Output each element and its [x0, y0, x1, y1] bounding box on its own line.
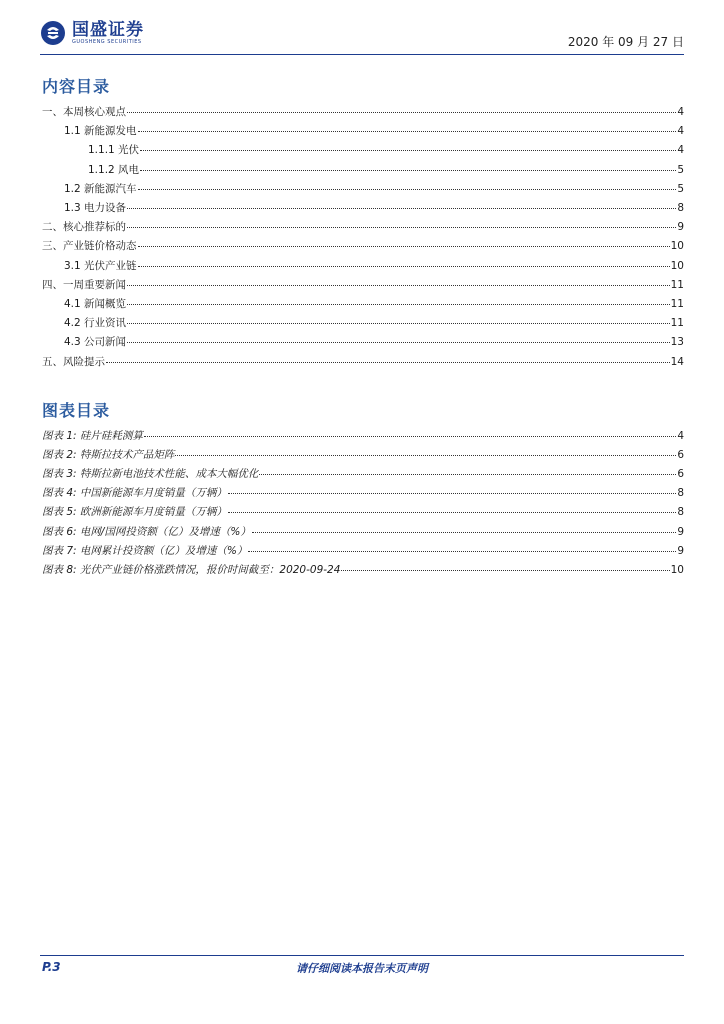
toc-entry[interactable]	[88, 144, 684, 157]
guosheng-logo-icon	[40, 20, 66, 46]
toc-leader-dots	[127, 342, 670, 343]
report-date: 2020 年 09 月 27 日	[567, 35, 684, 49]
toc-leader-dots	[127, 323, 670, 324]
toc-label: 1.1 新能源发电	[64, 125, 137, 138]
toc-page-number: 13	[670, 336, 684, 349]
figure-leader-dots	[341, 570, 669, 571]
figure-page-number: 9	[677, 544, 684, 557]
toc-label: 4.3 公司新闻	[64, 336, 127, 349]
toc-entry[interactable]	[64, 336, 684, 349]
toc-leader-dots	[140, 150, 676, 151]
figure-page-number: 8	[677, 506, 684, 519]
toc-title: 内容目录	[42, 77, 111, 96]
toc-entry[interactable]	[42, 356, 684, 369]
figure-label: 图表 7: 电网累计投资额（亿）及增速（%）	[42, 544, 248, 557]
toc-leader-dots	[106, 362, 670, 363]
figure-entry[interactable]	[42, 487, 684, 500]
figure-page-number: 6	[677, 449, 684, 462]
figure-leader-dots	[252, 532, 676, 533]
figure-page-number: 9	[677, 525, 684, 538]
toc-label: 1.3 电力设备	[64, 202, 127, 214]
toc-entry[interactable]	[64, 260, 684, 273]
toc-label: 4.1 新闻概览	[64, 298, 127, 310]
toc-label: 四、一周重要新闻	[42, 278, 126, 291]
figure-entry[interactable]	[42, 526, 684, 539]
toc-leader-dots	[140, 170, 676, 171]
toc-entry[interactable]	[42, 106, 684, 119]
toc-page-number: 10	[670, 240, 684, 253]
toc-page-number: 4	[677, 144, 684, 157]
toc-leader-dots	[138, 131, 677, 132]
figure-leader-dots	[228, 493, 676, 494]
toc-label: 1.2 新能源汽车	[64, 182, 137, 195]
logo-english-name: GUOSHENG SECURITIES	[72, 38, 142, 45]
toc-entry[interactable]	[64, 317, 684, 330]
figure-entry[interactable]	[42, 468, 684, 481]
toc-entry[interactable]	[64, 125, 684, 138]
toc-page-number: 11	[670, 278, 684, 291]
toc-label: 3.1 光伏产业链	[64, 259, 137, 272]
toc-label: 一、本周核心观点	[42, 106, 126, 118]
toc-leader-dots	[127, 304, 670, 305]
toc-entry[interactable]	[42, 221, 684, 234]
figure-label: 图表 8: 光伏产业链价格涨跌情况，报价时间截至：2020-09-24	[42, 563, 341, 576]
toc-leader-dots	[138, 189, 677, 190]
company-logo	[40, 20, 144, 46]
toc-leader-dots	[127, 227, 676, 228]
toc-leader-dots	[127, 285, 670, 286]
figure-label: 图表 6: 电网/国网投资额（亿）及增速（%）	[42, 525, 251, 538]
toc-label: 1.1.1 光伏	[88, 144, 140, 157]
figure-page-number: 10	[670, 563, 684, 576]
figure-leader-dots	[144, 436, 676, 437]
toc-page-number: 4	[677, 125, 684, 138]
figure-label: 图表 2: 特斯拉技术产品矩阵	[42, 449, 175, 462]
toc-label: 二、核心推荐标的	[42, 221, 126, 234]
toc-page-number: 5	[677, 182, 684, 195]
figure-list-title: 图表目录	[42, 401, 111, 420]
toc-entry[interactable]	[42, 240, 684, 253]
figure-leader-dots	[175, 455, 676, 456]
figure-label: 图表 1: 硅片硅耗测算	[42, 430, 143, 442]
toc-entry[interactable]	[64, 202, 684, 215]
toc-label: 1.1.2 风电	[88, 163, 140, 176]
page-header	[40, 20, 684, 56]
figure-label: 图表 5: 欧洲新能源车月度销量（万辆）	[42, 506, 227, 519]
figure-page-number: 6	[677, 468, 684, 481]
disclaimer-note: 请仔细阅读本报告末页声明	[296, 962, 428, 975]
toc-leader-dots	[138, 246, 670, 247]
toc-page-number: 8	[677, 202, 684, 214]
figure-leader-dots	[248, 551, 676, 552]
toc-page-number: 5	[677, 163, 684, 176]
page-number: P.3	[42, 960, 61, 974]
figure-entry[interactable]	[42, 449, 684, 462]
toc-label: 4.2 行业资讯	[64, 317, 127, 330]
toc-label: 三、产业链价格动态	[42, 240, 137, 253]
toc-leader-dots	[127, 112, 676, 113]
figure-label: 图表 4: 中国新能源车月度销量（万辆）	[42, 487, 227, 500]
toc-page-number: 10	[670, 259, 684, 272]
figure-entry[interactable]	[42, 564, 684, 577]
toc-page-number: 4	[677, 106, 684, 118]
toc-page-number: 9	[677, 221, 684, 234]
figure-page-number: 4	[677, 430, 684, 442]
figure-page-number: 8	[677, 487, 684, 500]
toc-leader-dots	[138, 266, 670, 267]
toc-leader-dots	[127, 208, 676, 209]
figure-entry[interactable]	[42, 545, 684, 558]
toc-label: 五、风险提示	[42, 355, 105, 368]
header-divider	[40, 54, 684, 55]
figure-entry[interactable]	[42, 430, 684, 443]
footer-divider	[40, 955, 684, 956]
figure-leader-dots	[228, 512, 676, 513]
figure-leader-dots	[259, 474, 676, 475]
toc-page-number: 11	[670, 317, 684, 330]
toc-entry[interactable]	[42, 279, 684, 292]
figure-entry[interactable]	[42, 506, 684, 519]
toc-entry[interactable]	[64, 298, 684, 311]
toc-entry[interactable]	[88, 164, 684, 177]
logo-chinese-name: 国盛证券	[72, 19, 144, 40]
toc-entry[interactable]	[64, 183, 684, 196]
figure-label: 图表 3: 特斯拉新电池技术性能、成本大幅优化	[42, 468, 259, 481]
toc-page-number: 14	[670, 355, 684, 368]
toc-page-number: 11	[670, 298, 684, 310]
